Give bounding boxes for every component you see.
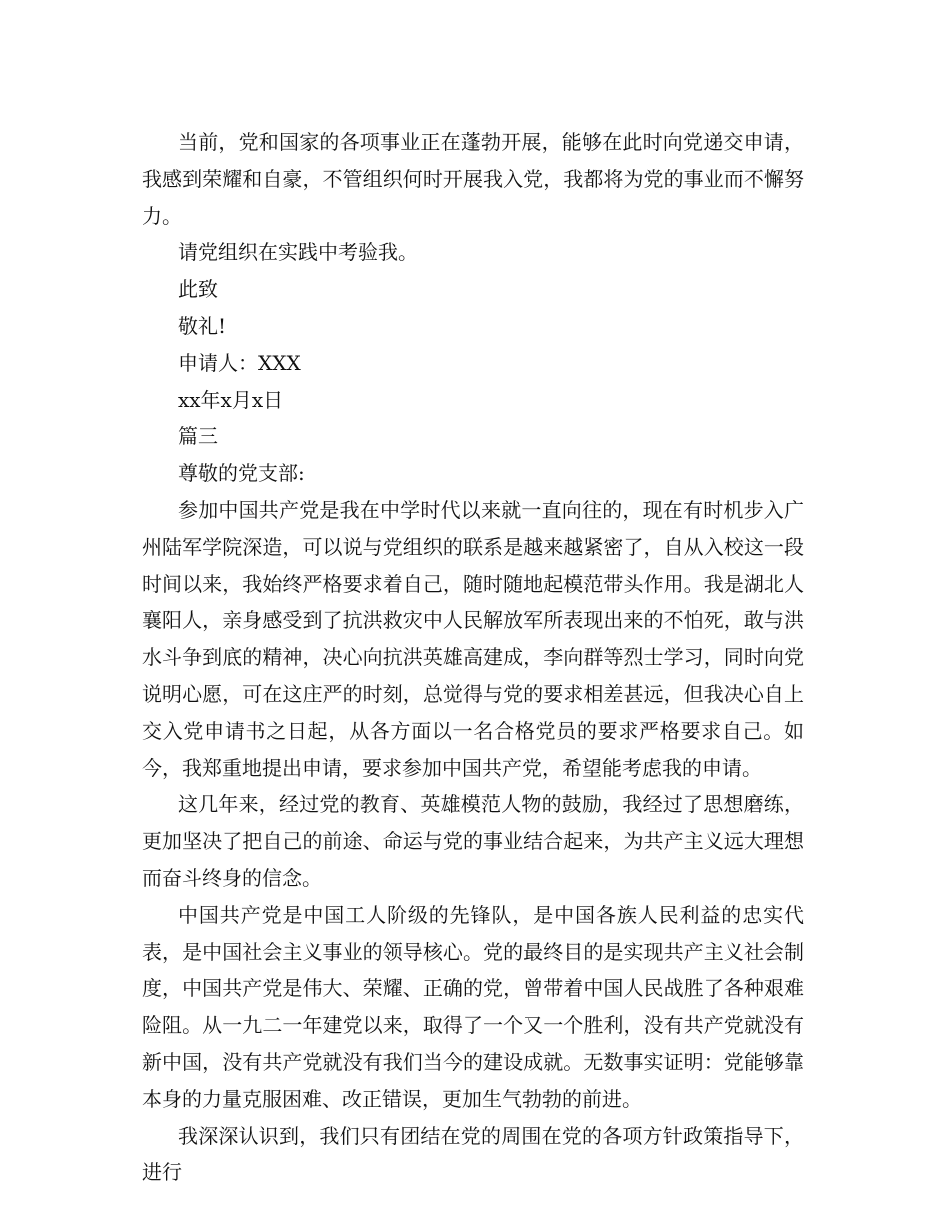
applicant-signature: 申请人：XXX [178,350,301,375]
paragraph-body-4: 我深深认识到，我们只有团结在党的周围在党的各项方针政策指导下，进行 [142,1123,804,1185]
paragraph-body-3: 中国共产党是中国工人阶级的先锋队，是中国各族人民利益的忠实代表，是中国社会主义事业的领导核心。党的最终目的是实现共产主义社会制度，中国共产党是伟大、荣耀、正确的党，曾带着中国人民战胜了各种艰难险阻。从一九二一年建党以来，取得了一个又一个胜利，没有共产党就没有新中国，没有共产党就没有我们当今的建设成就。无数事实证明：党能够靠本身的力量克服困难、改正错误，更加生气勃勃的前进。 [142,902,804,1111]
document-body [142,124,804,1191]
salutation-cizhi: 此致 [178,277,218,302]
salutation-jingli: 敬礼! [178,313,227,338]
paragraph-body-1: 参加中国共产党是我在中学时代以来就一直向往的，现在有时机步入广州陆军学院深造，可以说与党组织的联系是越来越紧密了，自从入校这一段时间以来，我始终严格要求着自己，随时随地起模范带头作用。我是湖北人襄阳人，亲身感受到了抗洪救灾中人民解放军所表现出来的不怕死，敢与洪水斗争到底的精神，决心向抗洪英雄高建成，李向群等烈士学习，同时向党说明心愿，可在这庄严的时刻，总觉得与党的要求相差甚远，但我决心自上交入党申请书之日起，从各方面以一名合格党员的要求严格要求自己。如今，我郑重地提出申请，要求参加中国共产党，希望能考虑我的申请。 [142,497,804,780]
paragraph-intro: 当前，党和国家的各项事业正在蓬勃开展，能够在此时向党递交申请，我感到荣耀和自豪，不管组织何时开展我入党，我都将为党的事业而不懈努力。 [142,130,804,228]
letter-greeting: 尊敬的党支部: [178,461,305,486]
paragraph-request: 请党组织在实践中考验我。 [178,240,418,265]
signature-date: xx年x月x日 [178,387,284,412]
section-heading: 篇三 [178,424,218,449]
paragraph-body-2: 这几年来，经过党的教育、英雄模范人物的鼓励，我经过了思想磨练，更加坚决了把自己的前途、命运与党的事业结合起来，为共产主义远大理想而奋斗终身的信念。 [142,792,804,890]
